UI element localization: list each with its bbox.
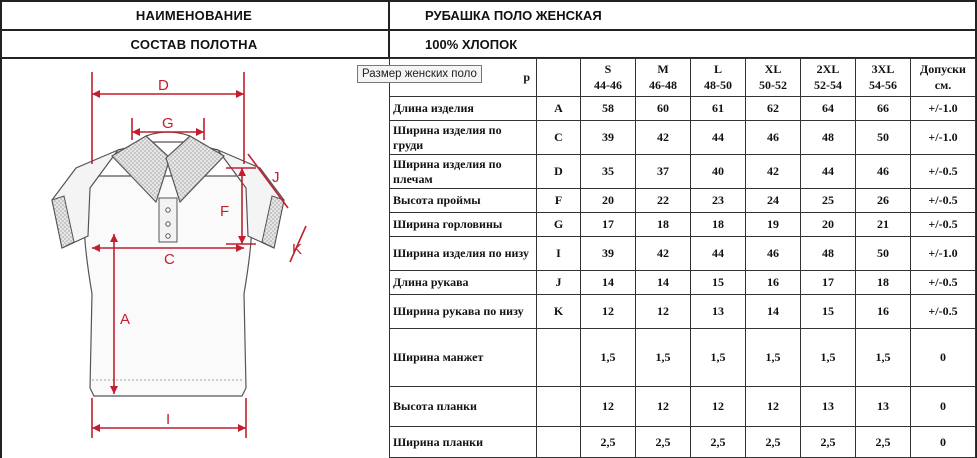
measure-value: 39 [581, 237, 636, 271]
measure-value: 16 [856, 295, 911, 329]
measure-value: 66 [856, 97, 911, 121]
measure-value: 35 [581, 155, 636, 189]
measure-value: 15 [801, 295, 856, 329]
measure-code: I [537, 237, 581, 271]
size-header-2xl: 2XL 52-54 [801, 59, 856, 97]
tooltip: Размер женских поло [357, 65, 482, 83]
measure-value: 1,5 [636, 329, 691, 387]
tolerance-header: Допуски см. [911, 59, 976, 97]
measure-code [537, 427, 581, 458]
measure-value: 25 [801, 189, 856, 213]
measure-code: K [537, 295, 581, 329]
measure-value: 17 [801, 271, 856, 295]
measure-value: 2,5 [636, 427, 691, 458]
header-code-cell [537, 59, 581, 97]
measure-value: 2,5 [746, 427, 801, 458]
measure-value: 46 [746, 121, 801, 155]
label-D: D [158, 77, 169, 94]
measure-code: F [537, 189, 581, 213]
measure-name: Ширина изделия по груди [390, 121, 537, 155]
measure-name: Высота планки [390, 387, 537, 427]
table-row [390, 271, 976, 295]
measure-tolerance: +/-0.5 [911, 295, 976, 329]
table-row [390, 213, 976, 237]
measure-value: 44 [691, 121, 746, 155]
label-K: K [292, 241, 303, 258]
table-row [390, 155, 976, 189]
measure-name: Высота проймы [390, 189, 537, 213]
measure-tolerance: +/-0.5 [911, 155, 976, 189]
name-value: РУБАШКА ПОЛО ЖЕНСКАЯ [425, 8, 602, 23]
measure-tolerance: 0 [911, 329, 976, 387]
header-name-cell: р [390, 59, 537, 97]
header-row-name [0, 0, 977, 29]
measure-value: 17 [581, 213, 636, 237]
measure-value: 12 [581, 387, 636, 427]
table-row [390, 189, 976, 213]
table-row [390, 97, 976, 121]
measure-value: 37 [636, 155, 691, 189]
measure-tolerance: +/-1.0 [911, 121, 976, 155]
measure-value: 64 [801, 97, 856, 121]
measure-value: 13 [801, 387, 856, 427]
measure-value: 18 [636, 213, 691, 237]
measure-code: D [537, 155, 581, 189]
table-row [390, 237, 976, 271]
measure-value: 2,5 [581, 427, 636, 458]
measure-value: 1,5 [581, 329, 636, 387]
measure-value: 1,5 [856, 329, 911, 387]
measure-value: 2,5 [691, 427, 746, 458]
measure-value: 19 [746, 213, 801, 237]
measure-value: 62 [746, 97, 801, 121]
measure-code [537, 329, 581, 387]
measure-value: 12 [636, 295, 691, 329]
size-table [389, 58, 976, 458]
label-F: F [220, 203, 230, 220]
measure-value: 14 [636, 271, 691, 295]
measure-value: 18 [691, 213, 746, 237]
measure-value: 48 [801, 237, 856, 271]
measure-value: 20 [801, 213, 856, 237]
measure-value: 12 [636, 387, 691, 427]
measure-name: Длина изделия [390, 97, 537, 121]
measure-value: 1,5 [691, 329, 746, 387]
measure-code: G [537, 213, 581, 237]
measure-name: Ширина изделия по плечам [390, 155, 537, 189]
measure-code [537, 387, 581, 427]
measure-value: 12 [581, 295, 636, 329]
measure-name: Ширина рукава по низу [390, 295, 537, 329]
measure-value: 50 [856, 237, 911, 271]
measure-tolerance: +/-0.5 [911, 271, 976, 295]
measure-code: C [537, 121, 581, 155]
size-header-xl: XL 50-52 [746, 59, 801, 97]
measure-value: 13 [856, 387, 911, 427]
measure-value: 46 [856, 155, 911, 189]
label-J: J [272, 169, 280, 186]
size-header-m: M 46-48 [636, 59, 691, 97]
measure-value: 12 [691, 387, 746, 427]
measure-code: J [537, 271, 581, 295]
size-header-l: L 48-50 [691, 59, 746, 97]
label-A: A [120, 311, 131, 328]
label-G: G [162, 115, 174, 132]
measure-name: Ширина изделия по низу [390, 237, 537, 271]
measure-value: 21 [856, 213, 911, 237]
polo-shirt-diagram [0, 58, 388, 458]
measure-value: 23 [691, 189, 746, 213]
measure-value: 44 [801, 155, 856, 189]
measure-name: Длина рукава [390, 271, 537, 295]
measure-value: 60 [636, 97, 691, 121]
fabric-label: СОСТАВ ПОЛОТНА [130, 37, 258, 52]
measure-value: 14 [746, 295, 801, 329]
measure-value: 22 [636, 189, 691, 213]
table-row [390, 387, 976, 427]
measure-value: 42 [636, 237, 691, 271]
size-header-3xl: 3XL 54-56 [856, 59, 911, 97]
table-row [390, 427, 976, 458]
measure-value: 14 [581, 271, 636, 295]
measure-name: Ширина планки [390, 427, 537, 458]
measure-value: 46 [746, 237, 801, 271]
measure-tolerance: 0 [911, 427, 976, 458]
measure-value: 12 [746, 387, 801, 427]
measure-tolerance: 0 [911, 387, 976, 427]
measure-value: 2,5 [856, 427, 911, 458]
measure-value: 13 [691, 295, 746, 329]
measure-value: 15 [691, 271, 746, 295]
table-row [390, 329, 976, 387]
measure-tolerance: +/-0.5 [911, 213, 976, 237]
measure-value: 42 [636, 121, 691, 155]
measure-value: 2,5 [801, 427, 856, 458]
measure-value: 40 [691, 155, 746, 189]
measure-value: 50 [856, 121, 911, 155]
fabric-value: 100% ХЛОПОК [425, 37, 518, 52]
measure-value: 20 [581, 189, 636, 213]
header-row-fabric [0, 29, 977, 58]
measure-name: Ширина горловины [390, 213, 537, 237]
measure-name: Ширина манжет [390, 329, 537, 387]
label-C: C [164, 251, 175, 268]
measure-tolerance: +/-1.0 [911, 237, 976, 271]
label-I: I [166, 411, 171, 428]
measure-value: 44 [691, 237, 746, 271]
measure-value: 16 [746, 271, 801, 295]
table-row [390, 295, 976, 329]
measure-value: 1,5 [746, 329, 801, 387]
name-label: НАИМЕНОВАНИЕ [135, 8, 253, 23]
measure-value: 18 [856, 271, 911, 295]
measure-code: A [537, 97, 581, 121]
measure-value: 58 [581, 97, 636, 121]
measure-value: 48 [801, 121, 856, 155]
measure-value: 39 [581, 121, 636, 155]
measure-value: 24 [746, 189, 801, 213]
size-header-s: S 44-46 [581, 59, 636, 97]
measure-value: 26 [856, 189, 911, 213]
measure-value: 61 [691, 97, 746, 121]
measure-tolerance: +/-1.0 [911, 97, 976, 121]
measure-value: 42 [746, 155, 801, 189]
measure-value: 1,5 [801, 329, 856, 387]
table-row [390, 121, 976, 155]
measure-tolerance: +/-0.5 [911, 189, 976, 213]
